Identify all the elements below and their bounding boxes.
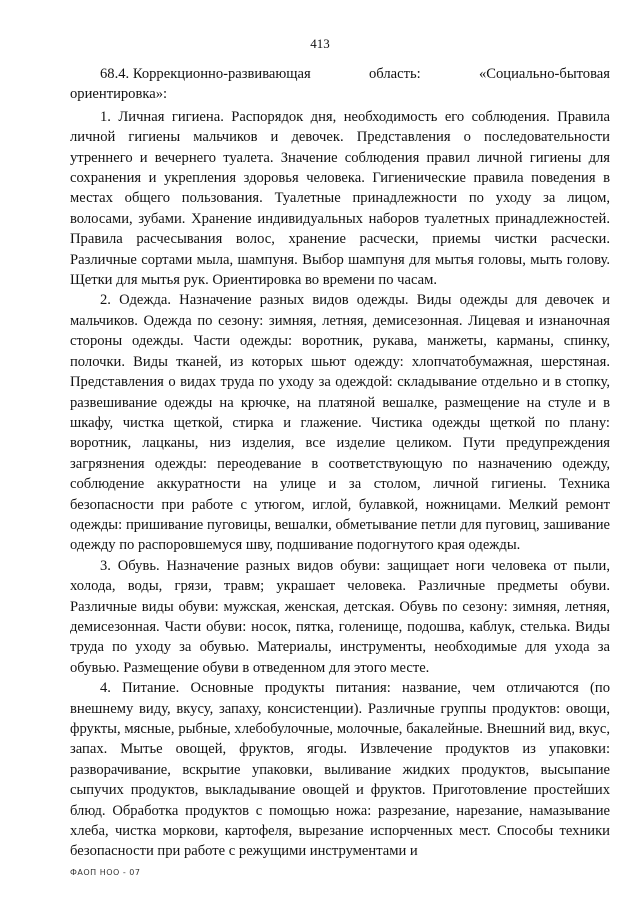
paragraph-footwear: 3. Обувь. Назначение разных видов обуви: защищает ноги человека от пыли, холода, воды, грязи, травм; украшает человека. Различные предметы обуви. Различные виды обуви: мужская, женская, детская. Обувь по сезону: зимняя, летняя, демисезонная. Части обуви: носок, пятка, голенище, подошва, каблук, стелька. Виды труда по уходу за обувью. Материалы, инструменты, необходимые для ухода за обувью. Размещение обуви в отведенном для этого месте.: [70, 557, 610, 676]
heading-title: 68.4. Коррекционно-развивающая: [100, 66, 311, 82]
paragraph-hygiene: 1. Личная гигиена. Распорядок дня, необходимость его соблюдения. Правила личной гигиены мальчиков и девочек. Представления о последовательности утреннего и вечернего туалета. Значение соблюдения правил личной гигиены для сохранения и укрепления здоровья человека. Гигиенические правила поведения в местах общего пользования. Туалетные принадлежности по уходу за лицом, волосами, зубами. Хранение индивидуальных наборов туалетных принадлежностей. Правила расчесывания волос, хранение расчески, приемы чистки расчески. Различные сортами мыла, шампуня. Выбор шампуня для мытья головы, мыть голову. Щетки для мытья рук. Ориентировка во времени по часам.: [70, 108, 610, 289]
section-heading: [70, 64, 610, 84]
heading-subject: «Социально-бытовая: [478, 66, 610, 82]
heading-continuation: ориентировка»:: [70, 86, 168, 103]
paragraph-nutrition: 4. Питание. Основные продукты питания: название, чем отличаются (по внешнему виду, вкусу, запаху, консистенции). Различные группы продуктов: овощи, фрукты, мясные, рыбные, хлебобулочные, молочные, бакалейные. Внешний вид, вкус, запах. Мытье овощей, фруктов, ягоды. Извлечение продуктов из упаковки: разворачивание, вскрытие упаковки, выливание жидких продуктов, высыпание сыпучих продуктов, выкладывание овощей и фруктов. Приготовление простейших блюд. Обработка продуктов с помощью ножа: разрезание, нарезание, намазывание хлеба, чистка моркови, картофеля, вырезание испорченных мест. Способы техники безопасности при работе с режущими инструментами и: [70, 680, 610, 860]
heading-word-area: область:: [369, 66, 421, 82]
footer-code: ФАОП НОО - 07: [70, 868, 141, 877]
paragraph-clothing: 2. Одежда. Назначение разных видов одежды. Виды одежды для девочек и мальчиков. Одежда по сезону: зимняя, летняя, демисезонная. Лицевая и изнаночная стороны одежды. Части одежды: воротник, рукава, манжеты, карманы, спинку, полочки. Виды тканей, из которых шьют одежду: хлопчатобумажная, шерстяная. Представления о видах труда по уходу за одеждой: складывание отдельно и в стопку, развешивание одежды на крючке, на платяной вешалке, размещение на стуле и в шкафу, чистка щеткой, стирка и глажение. Чистика одежды щеткой по плану: воротник, лацканы, низ изделия, все изделие целиком. Пути предупреждения загрязнения одежды: переодевание в соответствующую по назначению одежду, соблюдение аккуратности на улице и за столом, личной гигиены. Техника безопасности при работе с утюгом, иглой, булавкой, ножницами. Мелкий ремонт одежды: пришивание пуговицы, вешалки, обметывание петли для пуговиц, зашивание одежду по распоровшемуся шву, подшивание подогнутого края одежды.: [70, 292, 610, 554]
document-body: [70, 64, 610, 862]
page-number: 413: [310, 36, 330, 51]
